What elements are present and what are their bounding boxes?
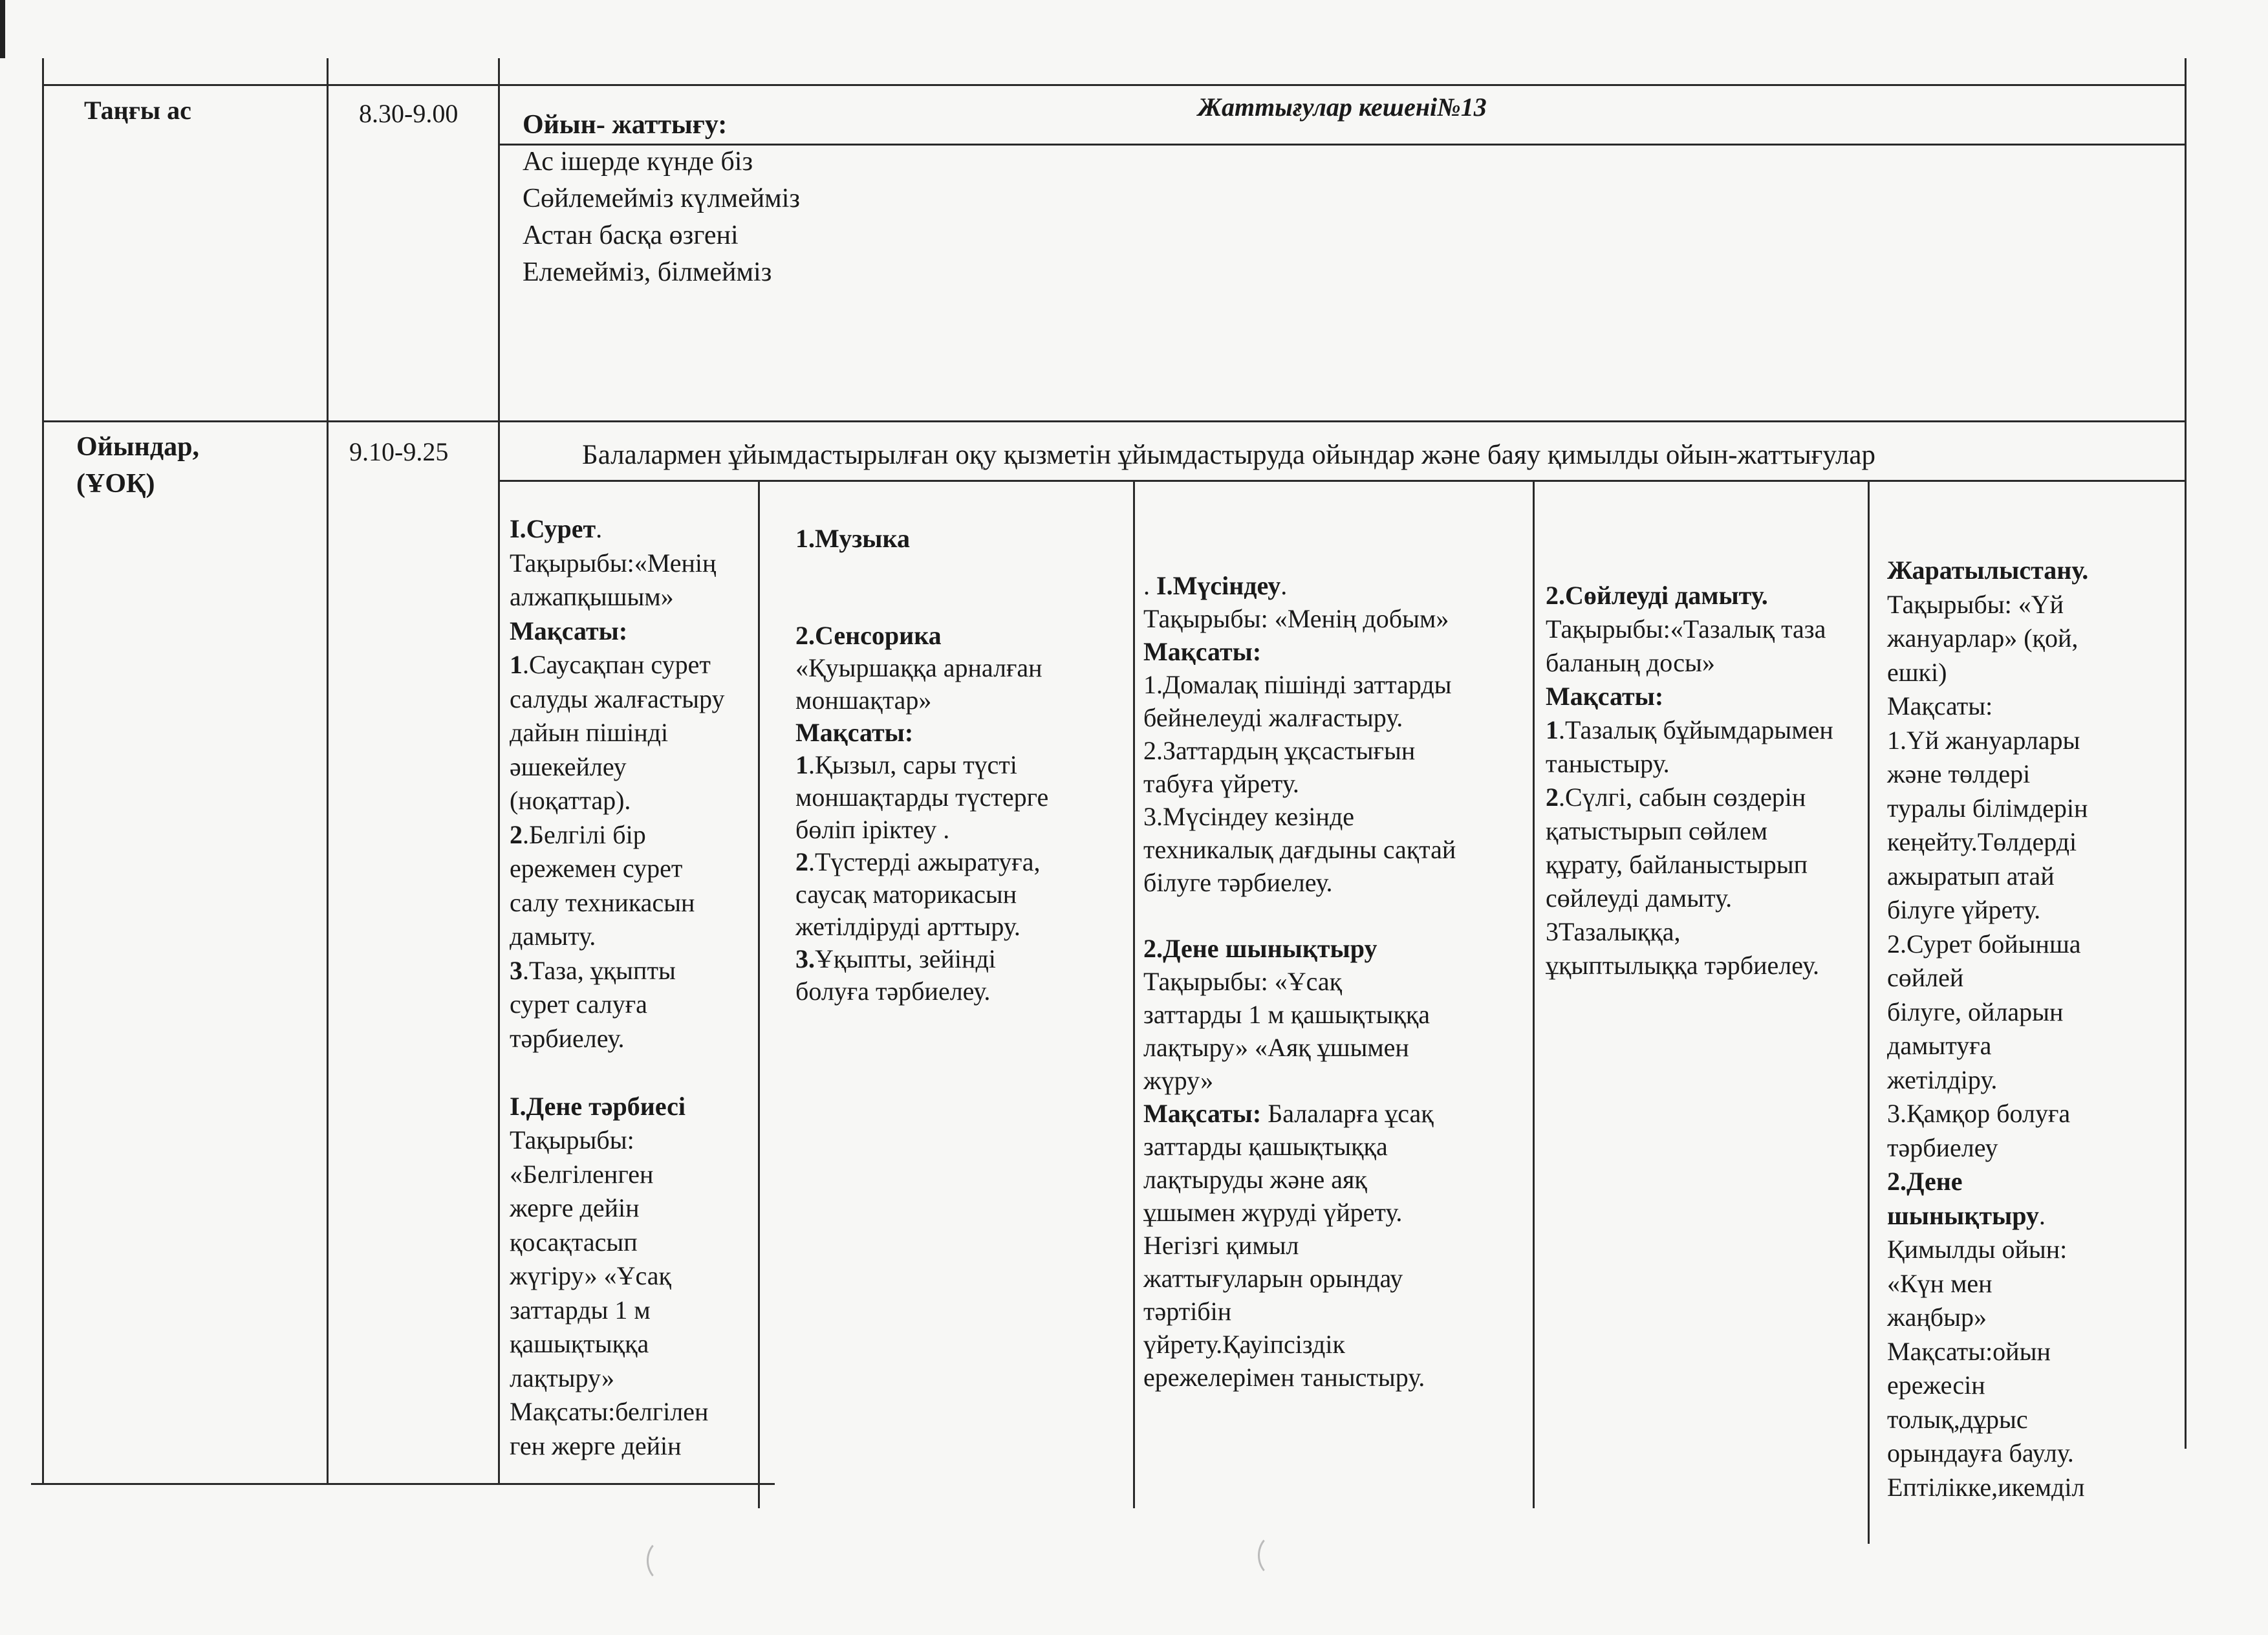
- activity-column-2: [795, 523, 1129, 1008]
- column-bold-text: 2.Сенсорика: [795, 621, 942, 650]
- table-border-bottom: [31, 1483, 775, 1485]
- row1-header: Жаттығулар кешені№13: [1198, 92, 1487, 122]
- table-col-divider-1: [327, 58, 329, 1485]
- row1-subtitle: Ойын- жаттығу:: [523, 110, 728, 140]
- column-text: .Түстерді ажыратуға, саусақ маторикасын жетілдіруді арттыру.: [795, 847, 1041, 941]
- column-bold-text: I.Дене тәрбиесі: [510, 1091, 686, 1121]
- column-bold-text: 3.: [795, 944, 815, 973]
- table-border-left: [42, 58, 44, 1485]
- column-text: Тақырыбы: «Белгіленген жерге дейін қосақтасып жүгіру» «Ұсақ заттарды 1 м қашықтыққа лақтыру» Мақсаты:белгілен ген жерге дейін: [510, 1125, 709, 1460]
- column-bold-text: Мақсаты:: [1143, 1099, 1268, 1128]
- column-text: Тақырыбы: «Ұсақ заттарды 1 м қашықтыққа лақтыру» «Аяқ ұшымен жүру»: [1143, 967, 1431, 1095]
- column-text: 1.Домалақ пішінді заттарды бейнелеуді жалғастыру. 2.Заттардың ұқсастығын табуға үйрету. 3.Мүсіндеу кезінде техникалық дағдыны сақтай білуге тәрбиелеу.: [1143, 670, 1456, 897]
- column-bold-text: 1: [1546, 715, 1559, 744]
- table-col-divider-2: [498, 58, 500, 1485]
- row2-header-line: [498, 480, 2187, 482]
- subcol-divider-2: [1133, 480, 1135, 1508]
- activity-column-5: [1887, 554, 2185, 1504]
- column-text: Тақырыбы: «Үй жануарлар» (қой, ешкі) Мақсаты: 1.Үй жануарлары және төлдері туралы білімдерін кеңейту.Төлдерді ажыратып атай білуге үйрету. 2.Сурет бойынша сөйлей білуге, ойларын дамытуға жетілдіру. 3.Қамқор болуға тәрбиелеу: [1887, 589, 2088, 1162]
- column-text: .Тазалық бұйымдарымен таныстыру.: [1546, 715, 1833, 778]
- column-bold-text: 3: [510, 955, 523, 985]
- column-text: .Саусақпан сурет салуды жалғастыру дайын пішінді әшекейлеу (ноқаттар).: [510, 650, 725, 815]
- activity-column-3: [1143, 569, 1531, 1394]
- subcol-divider-4: [1868, 480, 1870, 1544]
- activity-column-1: [510, 512, 755, 1463]
- column-text: .Қызыл, сары түсті моншақтарды түстерге бөліп іріктеу .: [795, 750, 1049, 844]
- column-bold-text: 2: [510, 819, 523, 849]
- column-bold-text: Мақсаты:: [1546, 682, 1664, 711]
- column-text: .Сүлгі, сабын сөздерін қатыстырып сөйлем құрату, байланыстырып сөйлеуді дамыту. 3Тазалыққа, ұқыптылыққа тәрбиелеу.: [1546, 783, 1819, 980]
- column-text: .Таза, ұқыпты сурет салуға тәрбиелеу.: [510, 955, 676, 1053]
- column-bold-text: Жаратылыстану.: [1887, 556, 2089, 585]
- row1-line: Елемейміз, білмейміз: [523, 257, 772, 287]
- column-bold-text: 2: [795, 847, 808, 876]
- column-bold-text: Мақсаты:: [1143, 637, 1262, 666]
- column-bold-text: 2: [1546, 783, 1559, 812]
- subcol-divider-3: [1533, 480, 1535, 1508]
- column-bold-text: 1.Музыка: [795, 524, 910, 553]
- scan-edge: [0, 0, 5, 58]
- column-bold-text: Мақсаты:: [510, 616, 628, 645]
- column-text: Тақырыбы:«Тазалық таза баланың досы»: [1546, 614, 1826, 677]
- column-bold-text: I.Сурет: [510, 514, 596, 543]
- table-border-top: [42, 84, 2187, 86]
- scan-mark: [647, 1539, 681, 1582]
- column-bold-text: 2.Сөйлеуді дамыту.: [1546, 581, 1768, 610]
- scan-mark: [1258, 1534, 1292, 1577]
- column-text: .Белгілі бір ережемен сурет салу техникасын дамыту.: [510, 819, 695, 951]
- column-bold-text: I.Мүсіндеу: [1156, 571, 1281, 600]
- subcol-divider-1: [758, 480, 760, 1508]
- row2-name: Ойындар, (ҰОҚ): [76, 432, 199, 499]
- column-text: «Қуыршаққа арналған моншақтар»: [795, 653, 1042, 715]
- row1-line: Астан басқа өзгені: [523, 221, 739, 250]
- column-text: Балаларға ұсақ заттарды қашықтыққа лақтыруды және аяқ ұшымен жүруді үйрету. Негізгі қимыл жаттығуларын орындау тәртібін үйрету.Қауіпсіздік ережелерімен таныстыру.: [1143, 1099, 1434, 1392]
- column-bold-text: Мақсаты:: [795, 718, 914, 747]
- column-bold-text: 2.Дене шынықтыру: [1143, 934, 1377, 963]
- row1-line: Ас ішерде күнде біз: [523, 147, 753, 177]
- column-text: . Тақырыбы:«Менің алжапқышым»: [510, 514, 717, 611]
- column-bold-text: 1: [510, 650, 523, 679]
- row1-name: Таңғы ас: [84, 96, 191, 125]
- column-text: .: [1143, 571, 1156, 600]
- row2-time: 9.10-9.25: [349, 437, 449, 466]
- row1-line: Сөйлемейміз күлмейміз: [523, 184, 801, 213]
- activity-column-4: [1546, 579, 1866, 982]
- row-divider: [42, 420, 2187, 422]
- column-bold-text: 2.Дене шынықтыру: [1887, 1167, 2039, 1230]
- column-text: . Тақырыбы: «Менің добым»: [1143, 571, 1449, 633]
- column-bold-text: 1: [795, 750, 808, 779]
- column-text: . Қимылды ойын: «Күн мен жаңбыр» Мақсаты:ойын ережесін толық,дұрыс орындауға баулу. Ептілікке,икемділ: [1887, 1200, 2085, 1502]
- table-border-right: [2185, 58, 2187, 1449]
- row2-header: Балалармен ұйымдастырылған оқу қызметін ұйымдастыруда ойындар және баяу қимылды ойын-жаттығулар: [582, 440, 1876, 470]
- row1-time: 8.30-9.00: [359, 99, 459, 128]
- column-text: Ұқыпты, зейінді болуға тәрбиелеу.: [795, 944, 996, 1006]
